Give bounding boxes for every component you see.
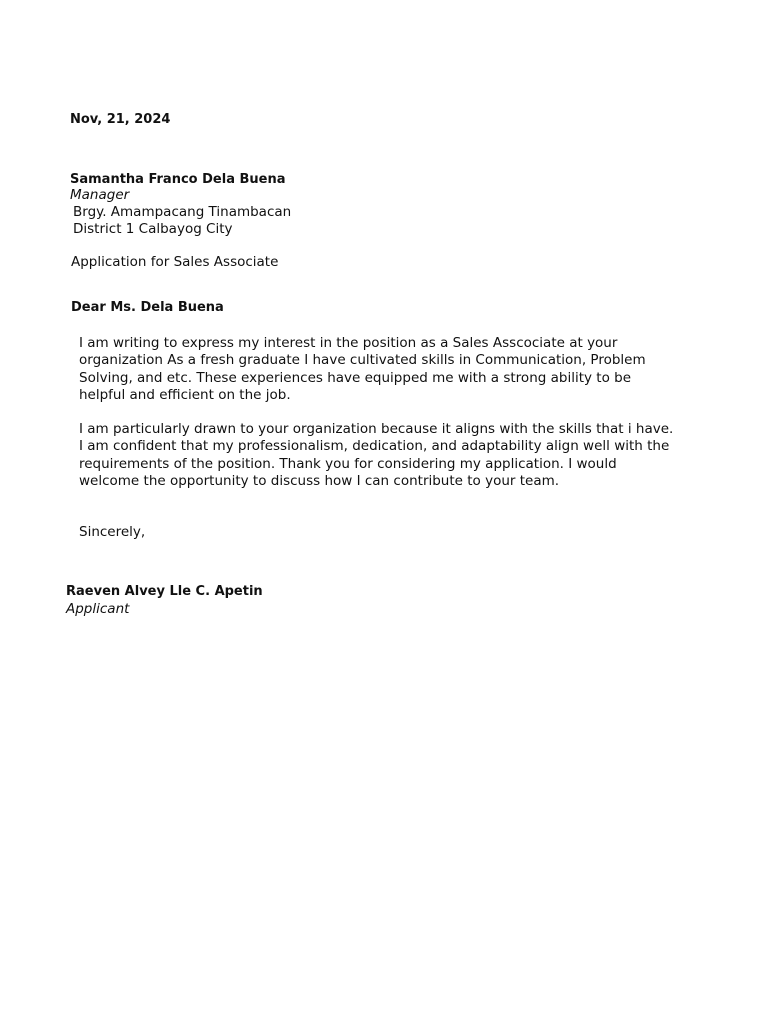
paragraph-line: Solving, and etc. These experiences have equipped me with a strong ability to be: [79, 369, 631, 386]
body-paragraph-1: [79, 335, 719, 404]
letter-closing: Sincerely,: [79, 524, 146, 540]
paragraph-line: welcome the opportunity to discuss how I can contribute to your team.: [79, 472, 560, 489]
paragraph-line: helpful and efficient on the job.: [79, 386, 291, 403]
sender-title: Applicant: [66, 601, 130, 617]
paragraph-line: organization As a fresh graduate I have cultivated skills in Communication, Problem: [79, 352, 646, 369]
letter-date: Nov, 21, 2024: [70, 112, 171, 127]
paragraph-line: requirements of the position. Thank you for considering my application. I would: [79, 455, 617, 472]
recipient-address-line1: Brgy. Amampacang Tinambacan: [73, 204, 292, 220]
paragraph-line: I am writing to express my interest in the position as a Sales Asscociate at your: [79, 335, 618, 351]
paragraph-line: I am particularly drawn to your organization because it aligns with the skills that i have.: [79, 421, 674, 437]
body-paragraph-2: [79, 421, 719, 490]
letter-subject: Application for Sales Associate: [71, 254, 279, 270]
recipient-name: Samantha Franco Dela Buena: [70, 172, 286, 187]
recipient-address-line2: District 1 Calbayog City: [73, 221, 233, 237]
recipient-title: Manager: [70, 187, 130, 203]
sender-name: Raeven Alvey Lle C. Apetin: [66, 584, 263, 599]
letter-salutation: Dear Ms. Dela Buena: [71, 300, 224, 315]
paragraph-line: I am confident that my professionalism, dedication, and adaptability align well with the: [79, 438, 670, 455]
